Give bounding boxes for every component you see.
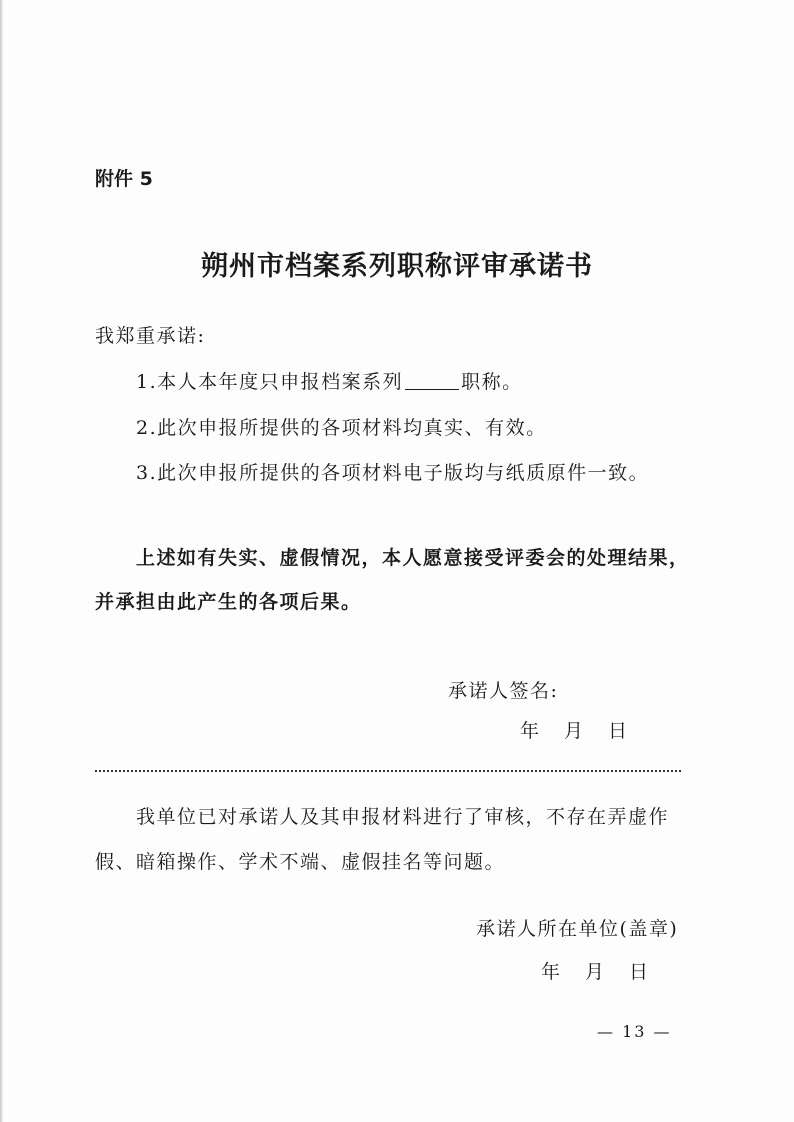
dotted-divider: [95, 770, 681, 772]
scan-edge: [0, 0, 3, 1122]
consequence-line-1: 上述如有失实、虚假情况，本人愿意接受评委会的处理结果，: [136, 547, 690, 569]
pledge-item-1-before: 1.本人本年度只申报档案系列: [136, 371, 404, 393]
unit-sign-date: 年 月 日: [541, 961, 652, 983]
page-number: — 13 —: [597, 1022, 672, 1041]
fill-in-blank: [405, 370, 459, 390]
pledge-item-1: [136, 367, 523, 394]
intro-text: 我郑重承诺:: [95, 325, 206, 347]
consequence-line-2: 并承担由此产生的各项后果。: [95, 591, 362, 613]
signer-date: 年 月 日: [520, 720, 631, 742]
attachment-label: 附件 5: [95, 168, 153, 190]
pledge-item-2: 2.此次申报所提供的各项材料均真实、有效。: [136, 417, 547, 439]
unit-review-line-1: 我单位已对承诺人及其申报材料进行了审核，不存在弄虚作: [136, 806, 670, 828]
pledge-item-3: 3.此次申报所提供的各项材料电子版均与纸质原件一致。: [136, 462, 650, 484]
document-title: 朔州市档案系列职称评审承诺书: [201, 251, 593, 282]
signer-label: 承诺人签名:: [448, 680, 559, 702]
pledge-item-1-after: 职称。: [461, 371, 523, 393]
unit-seal-label: 承诺人所在单位(盖章): [476, 918, 679, 940]
unit-review-line-2: 假、暗箱操作、学术不端、虚假挂名等问题。: [95, 851, 506, 873]
